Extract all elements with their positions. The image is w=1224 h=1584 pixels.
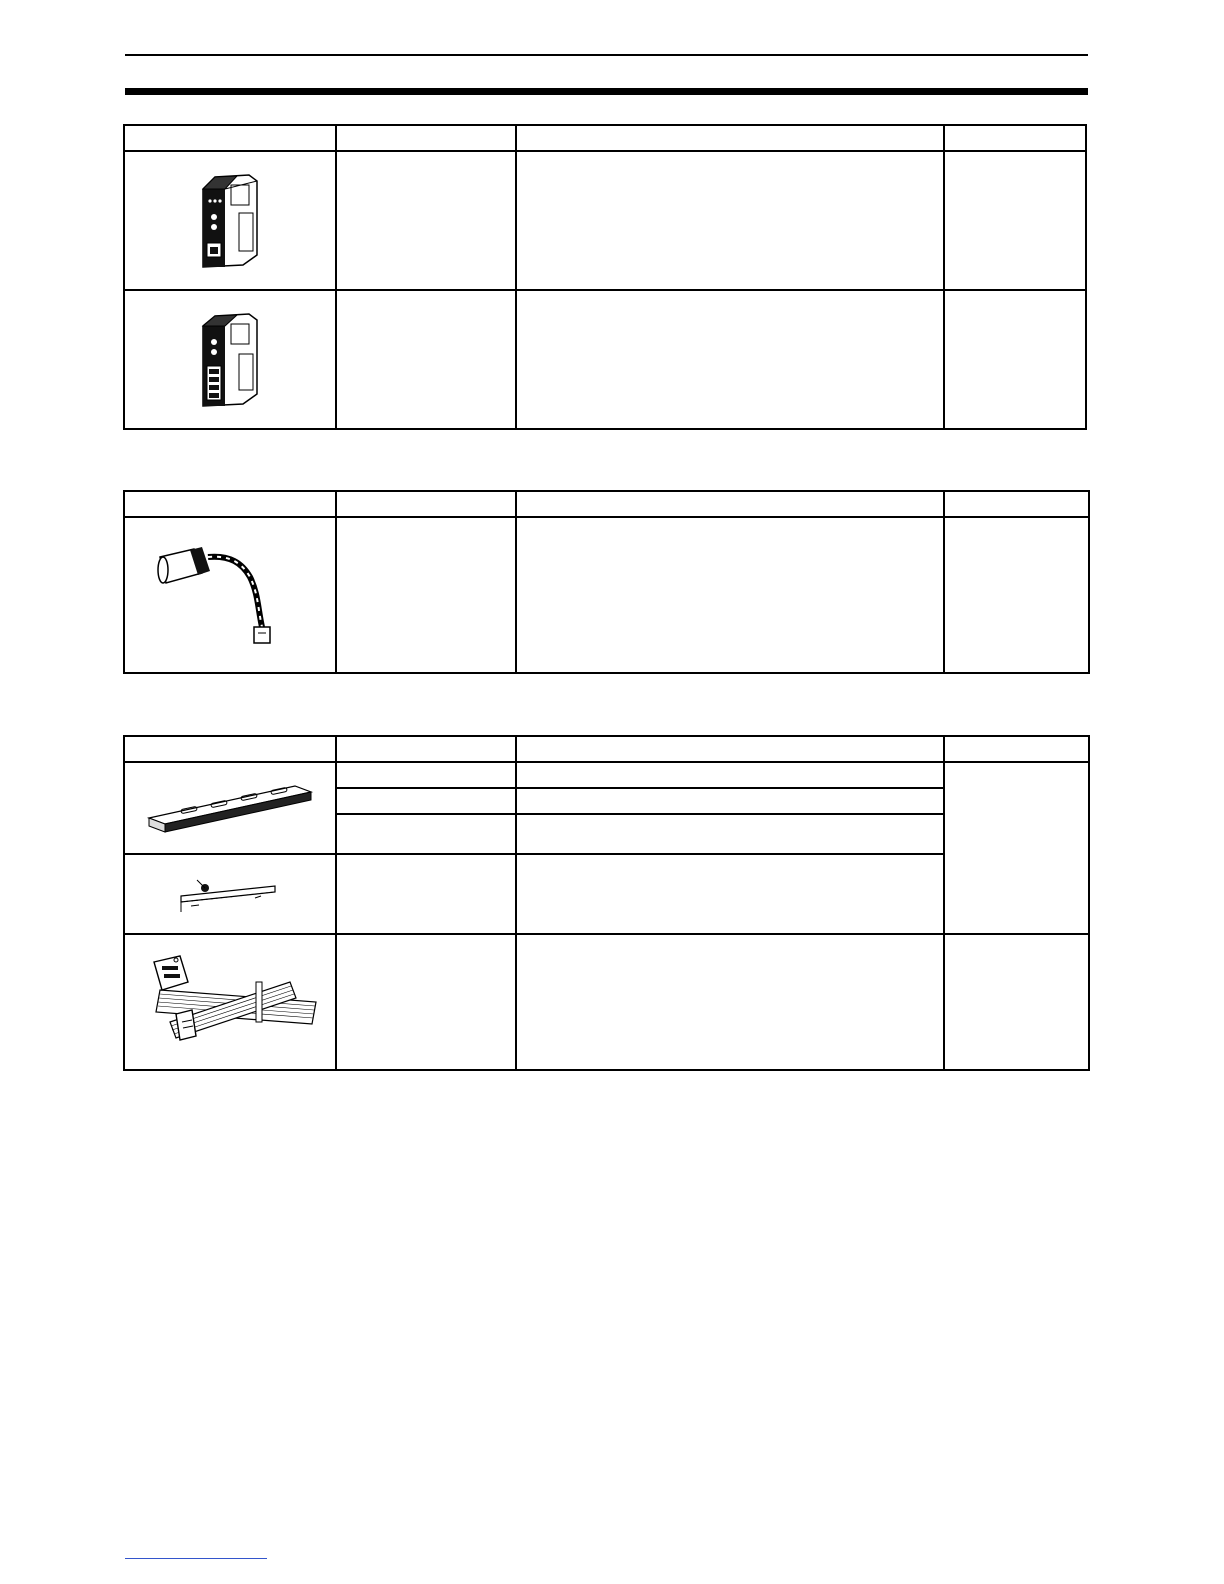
units-table — [123, 124, 1087, 430]
description-cell — [516, 814, 944, 854]
header-cell — [516, 125, 944, 151]
communications-unit-terminal-block-illustration — [195, 310, 265, 410]
model-cell — [336, 788, 516, 814]
header-cell — [516, 736, 944, 762]
model-cell — [336, 934, 516, 1070]
table-header-row — [124, 736, 1089, 762]
image-cell — [124, 762, 336, 854]
header-cell — [124, 736, 336, 762]
description-cell — [516, 934, 944, 1070]
end-plate-illustration — [175, 872, 285, 916]
header-cell — [944, 491, 1089, 517]
header-cell — [124, 125, 336, 151]
description-cell — [516, 762, 944, 788]
header-cell — [944, 125, 1086, 151]
model-cell — [336, 290, 516, 429]
model-cell — [336, 762, 516, 788]
description-cell — [516, 854, 944, 934]
model-cell — [336, 854, 516, 934]
extra-cell — [944, 290, 1086, 429]
model-cell — [336, 814, 516, 854]
image-cell — [124, 290, 336, 429]
header-cell — [336, 491, 516, 517]
header-cell — [516, 491, 944, 517]
table-row — [124, 762, 1089, 788]
header-cell — [124, 491, 336, 517]
description-cell — [516, 788, 944, 814]
section-title-bar — [125, 88, 1088, 95]
header-cell — [336, 736, 516, 762]
table-row — [124, 151, 1086, 290]
description-cell — [516, 290, 944, 429]
accessories-table — [123, 735, 1090, 1071]
table-row — [124, 517, 1089, 673]
table-header-row — [124, 125, 1086, 151]
description-cell — [516, 517, 944, 673]
image-cell — [124, 517, 336, 673]
image-cell — [124, 934, 336, 1070]
image-cell — [124, 151, 336, 290]
table-row — [124, 290, 1086, 429]
table-header-row — [124, 491, 1089, 517]
model-cell — [336, 151, 516, 290]
header-rule — [125, 54, 1088, 56]
extra-cell — [944, 517, 1089, 673]
extra-cell — [944, 151, 1086, 290]
battery-table — [123, 490, 1090, 674]
table-row — [124, 934, 1089, 1070]
extra-cell — [944, 934, 1089, 1070]
battery-with-cable-illustration — [150, 535, 310, 655]
header-cell — [944, 736, 1089, 762]
communications-unit-rj45-illustration — [195, 171, 265, 271]
model-cell — [336, 517, 516, 673]
description-cell — [516, 151, 944, 290]
header-cell — [336, 125, 516, 151]
extra-cell — [944, 762, 1089, 934]
din-rail-illustration — [145, 778, 315, 838]
image-cell — [124, 854, 336, 934]
flat-cable-connector-illustration — [140, 952, 320, 1052]
footer-link-underline — [125, 1558, 267, 1559]
